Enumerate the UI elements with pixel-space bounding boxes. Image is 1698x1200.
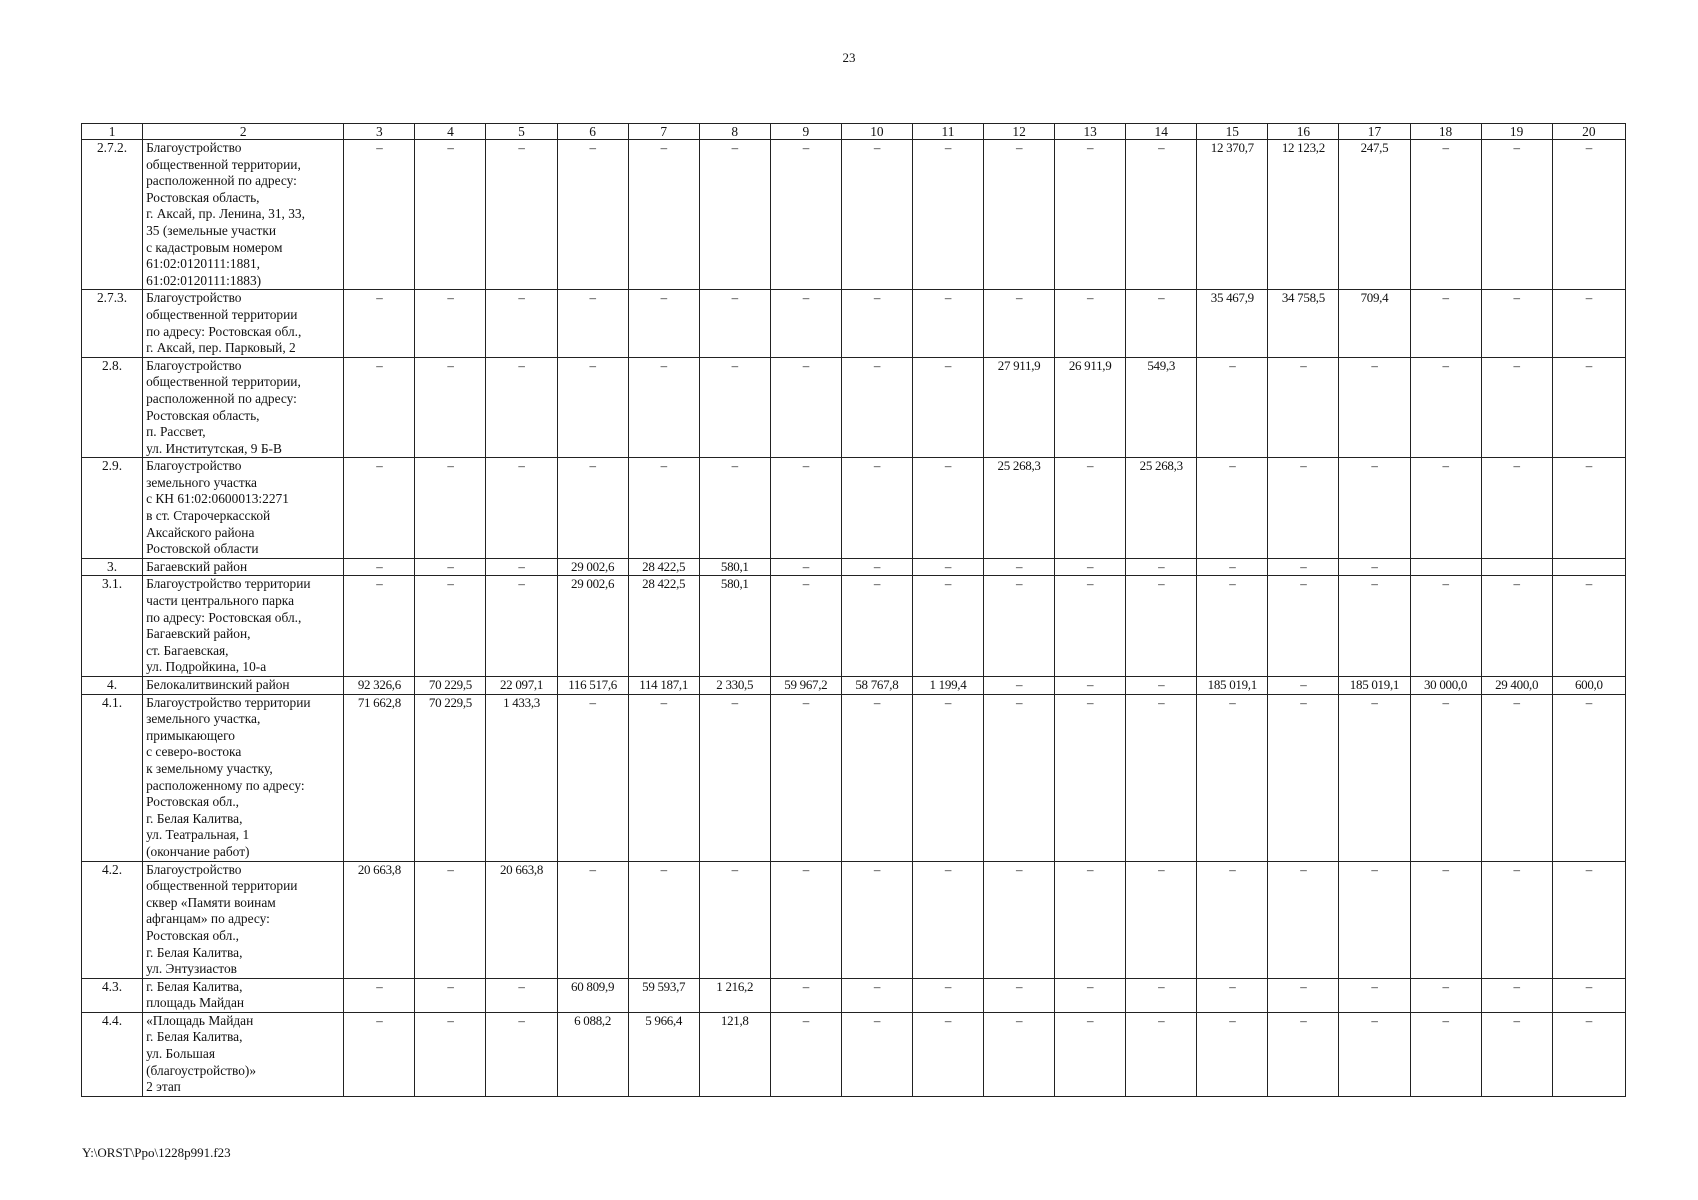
value-cell-col-3: – xyxy=(344,1012,415,1096)
value-cell-col-18 xyxy=(1410,558,1481,576)
value-cell-col-18: – xyxy=(1410,290,1481,357)
value-cell-col-4: – xyxy=(415,140,486,290)
value-cell-col-19 xyxy=(1481,558,1552,576)
row-description: г. Белая Калитва, площадь Майдан xyxy=(143,978,344,1012)
value-cell-col-20: – xyxy=(1552,978,1625,1012)
value-cell-col-5: 20 663,8 xyxy=(486,861,557,978)
column-header-12: 12 xyxy=(984,124,1055,140)
column-header-19: 19 xyxy=(1481,124,1552,140)
value-cell-col-6: 29 002,6 xyxy=(557,558,628,576)
value-cell-col-5: – xyxy=(486,458,557,559)
value-cell-col-8: 1 216,2 xyxy=(699,978,770,1012)
value-cell-col-12: 25 268,3 xyxy=(984,458,1055,559)
page-number: 23 xyxy=(842,50,856,65)
value-cell-col-17: – xyxy=(1339,558,1410,576)
value-cell-col-14: – xyxy=(1126,978,1197,1012)
table-row xyxy=(82,357,1626,458)
value-cell-col-14: 25 268,3 xyxy=(1126,458,1197,559)
value-cell-col-10: – xyxy=(841,140,912,290)
value-cell-col-3: 71 662,8 xyxy=(344,694,415,861)
value-cell-col-11: – xyxy=(912,558,983,576)
row-number: 4.4. xyxy=(82,1012,143,1096)
value-cell-col-13: 26 911,9 xyxy=(1055,357,1126,458)
value-cell-col-5: – xyxy=(486,140,557,290)
column-header-2: 2 xyxy=(143,124,344,140)
table-row xyxy=(82,861,1626,978)
value-cell-col-12: – xyxy=(984,861,1055,978)
value-cell-col-3: – xyxy=(344,978,415,1012)
value-cell-col-16: – xyxy=(1268,861,1339,978)
value-cell-col-16: 34 758,5 xyxy=(1268,290,1339,357)
value-cell-col-3: – xyxy=(344,458,415,559)
value-cell-col-6: – xyxy=(557,694,628,861)
value-cell-col-9: – xyxy=(770,978,841,1012)
value-cell-col-4: – xyxy=(415,357,486,458)
column-header-9: 9 xyxy=(770,124,841,140)
column-header-8: 8 xyxy=(699,124,770,140)
budget-table xyxy=(81,123,1626,1097)
value-cell-col-9: – xyxy=(770,290,841,357)
value-cell-col-15: – xyxy=(1197,357,1268,458)
value-cell-col-4: – xyxy=(415,458,486,559)
table-row xyxy=(82,1012,1626,1096)
row-number: 2.9. xyxy=(82,458,143,559)
value-cell-col-5: – xyxy=(486,357,557,458)
value-cell-col-11: 1 199,4 xyxy=(912,677,983,695)
value-cell-col-10: – xyxy=(841,558,912,576)
value-cell-col-8: – xyxy=(699,290,770,357)
value-cell-col-8: 580,1 xyxy=(699,576,770,677)
value-cell-col-18: – xyxy=(1410,978,1481,1012)
row-number: 2.8. xyxy=(82,357,143,458)
value-cell-col-16: – xyxy=(1268,978,1339,1012)
value-cell-col-13: – xyxy=(1055,694,1126,861)
value-cell-col-18: – xyxy=(1410,576,1481,677)
value-cell-col-13: – xyxy=(1055,290,1126,357)
row-description: Благоустройство общественной территории, расположенной по адресу: Ростовская область, г. Аксай, пр. Ленина, 31, 33, 35 (земельные участки с кадастровым номером 61:02:0120111:1881, 61:02:0120111:1883) xyxy=(143,140,344,290)
value-cell-col-19: 29 400,0 xyxy=(1481,677,1552,695)
row-description: Багаевский район xyxy=(143,558,344,576)
row-number: 4.1. xyxy=(82,694,143,861)
value-cell-col-12: – xyxy=(984,677,1055,695)
row-number: 2.7.2. xyxy=(82,140,143,290)
value-cell-col-19: – xyxy=(1481,1012,1552,1096)
value-cell-col-7: 5 966,4 xyxy=(628,1012,699,1096)
district-total-row xyxy=(82,558,1626,576)
value-cell-col-9: 59 967,2 xyxy=(770,677,841,695)
value-cell-col-19: – xyxy=(1481,290,1552,357)
row-number: 4. xyxy=(82,677,143,695)
value-cell-col-13: – xyxy=(1055,458,1126,559)
column-header-3: 3 xyxy=(344,124,415,140)
value-cell-col-14: – xyxy=(1126,677,1197,695)
row-description: Благоустройство общественной территории по адресу: Ростовская обл., г. Аксай, пер. Парковый, 2 xyxy=(143,290,344,357)
row-number: 2.7.3. xyxy=(82,290,143,357)
value-cell-col-3: – xyxy=(344,357,415,458)
value-cell-col-16: – xyxy=(1268,558,1339,576)
column-header-7: 7 xyxy=(628,124,699,140)
value-cell-col-4: – xyxy=(415,290,486,357)
value-cell-col-19: – xyxy=(1481,576,1552,677)
column-number-row xyxy=(82,124,1626,140)
value-cell-col-7: 28 422,5 xyxy=(628,576,699,677)
value-cell-col-8: 121,8 xyxy=(699,1012,770,1096)
value-cell-col-13: – xyxy=(1055,576,1126,677)
value-cell-col-13: – xyxy=(1055,861,1126,978)
value-cell-col-14: 549,3 xyxy=(1126,357,1197,458)
value-cell-col-6: – xyxy=(557,290,628,357)
value-cell-col-10: – xyxy=(841,694,912,861)
value-cell-col-18: – xyxy=(1410,1012,1481,1096)
value-cell-col-9: – xyxy=(770,1012,841,1096)
row-description: Белокалитвинский район xyxy=(143,677,344,695)
value-cell-col-11: – xyxy=(912,978,983,1012)
value-cell-col-20: – xyxy=(1552,458,1625,559)
value-cell-col-12: 27 911,9 xyxy=(984,357,1055,458)
table-row xyxy=(82,458,1626,559)
value-cell-col-17: – xyxy=(1339,357,1410,458)
value-cell-col-12: – xyxy=(984,558,1055,576)
value-cell-col-8: – xyxy=(699,357,770,458)
table-row xyxy=(82,576,1626,677)
value-cell-col-3: 92 326,6 xyxy=(344,677,415,695)
value-cell-col-15: – xyxy=(1197,558,1268,576)
value-cell-col-15: 12 370,7 xyxy=(1197,140,1268,290)
row-description: Благоустройство территории части центрального парка по адресу: Ростовская обл., Багаевский район, ст. Багаевская, ул. Подройкина, 10-а xyxy=(143,576,344,677)
value-cell-col-10: 58 767,8 xyxy=(841,677,912,695)
value-cell-col-18: – xyxy=(1410,458,1481,559)
value-cell-col-20: – xyxy=(1552,694,1625,861)
value-cell-col-9: – xyxy=(770,357,841,458)
value-cell-col-17: 185 019,1 xyxy=(1339,677,1410,695)
column-header-16: 16 xyxy=(1268,124,1339,140)
row-number: 4.2. xyxy=(82,861,143,978)
row-description: Благоустройство общественной территории сквер «Памяти воинам афганцам» по адресу: Ростовская обл., г. Белая Калитва, ул. Энтузиастов xyxy=(143,861,344,978)
value-cell-col-20: – xyxy=(1552,290,1625,357)
value-cell-col-13: – xyxy=(1055,140,1126,290)
row-description: Благоустройство общественной территории, расположенной по адресу: Ростовская область, п. Рассвет, ул. Институтская, 9 Б-В xyxy=(143,357,344,458)
value-cell-col-11: – xyxy=(912,290,983,357)
value-cell-col-3: – xyxy=(344,290,415,357)
value-cell-col-6: – xyxy=(557,140,628,290)
value-cell-col-18: – xyxy=(1410,861,1481,978)
column-header-15: 15 xyxy=(1197,124,1268,140)
table-row xyxy=(82,978,1626,1012)
column-header-6: 6 xyxy=(557,124,628,140)
value-cell-col-15: 185 019,1 xyxy=(1197,677,1268,695)
value-cell-col-8: – xyxy=(699,458,770,559)
value-cell-col-5: 1 433,3 xyxy=(486,694,557,861)
value-cell-col-15: – xyxy=(1197,694,1268,861)
value-cell-col-5: – xyxy=(486,576,557,677)
value-cell-col-13: – xyxy=(1055,1012,1126,1096)
value-cell-col-11: – xyxy=(912,1012,983,1096)
row-number: 3. xyxy=(82,558,143,576)
value-cell-col-14: – xyxy=(1126,140,1197,290)
row-number: 4.3. xyxy=(82,978,143,1012)
value-cell-col-15: – xyxy=(1197,576,1268,677)
value-cell-col-20: – xyxy=(1552,140,1625,290)
value-cell-col-10: – xyxy=(841,1012,912,1096)
value-cell-col-15: 35 467,9 xyxy=(1197,290,1268,357)
value-cell-col-6: 29 002,6 xyxy=(557,576,628,677)
value-cell-col-6: 116 517,6 xyxy=(557,677,628,695)
value-cell-col-10: – xyxy=(841,576,912,677)
value-cell-col-15: – xyxy=(1197,1012,1268,1096)
value-cell-col-9: – xyxy=(770,861,841,978)
value-cell-col-14: – xyxy=(1126,861,1197,978)
value-cell-col-4: – xyxy=(415,576,486,677)
table-row xyxy=(82,694,1626,861)
value-cell-col-20 xyxy=(1552,558,1625,576)
value-cell-col-12: – xyxy=(984,694,1055,861)
value-cell-col-4: – xyxy=(415,1012,486,1096)
value-cell-col-7: – xyxy=(628,458,699,559)
value-cell-col-3: 20 663,8 xyxy=(344,861,415,978)
value-cell-col-7: – xyxy=(628,357,699,458)
column-header-10: 10 xyxy=(841,124,912,140)
value-cell-col-4: – xyxy=(415,861,486,978)
value-cell-col-6: – xyxy=(557,357,628,458)
value-cell-col-6: – xyxy=(557,458,628,559)
value-cell-col-11: – xyxy=(912,140,983,290)
value-cell-col-9: – xyxy=(770,576,841,677)
value-cell-col-18: – xyxy=(1410,357,1481,458)
value-cell-col-17: – xyxy=(1339,576,1410,677)
value-cell-col-4: – xyxy=(415,978,486,1012)
column-header-14: 14 xyxy=(1126,124,1197,140)
value-cell-col-5: 22 097,1 xyxy=(486,677,557,695)
value-cell-col-7: 114 187,1 xyxy=(628,677,699,695)
value-cell-col-17: 709,4 xyxy=(1339,290,1410,357)
value-cell-col-20: – xyxy=(1552,1012,1625,1096)
row-description: «Площадь Майдан г. Белая Калитва, ул. Большая (благоустройство)» 2 этап xyxy=(143,1012,344,1096)
value-cell-col-17: – xyxy=(1339,861,1410,978)
value-cell-col-19: – xyxy=(1481,978,1552,1012)
value-cell-col-17: – xyxy=(1339,1012,1410,1096)
column-header-4: 4 xyxy=(415,124,486,140)
value-cell-col-20: – xyxy=(1552,576,1625,677)
table-row xyxy=(82,140,1626,290)
value-cell-col-14: – xyxy=(1126,576,1197,677)
value-cell-col-5: – xyxy=(486,1012,557,1096)
row-description: Благоустройство территории земельного участка, примыкающего с северо-востока к земельному участку, расположенному по адресу: Ростовская обл., г. Белая Калитва, ул. Театральная, 1 (окончание работ) xyxy=(143,694,344,861)
value-cell-col-12: – xyxy=(984,140,1055,290)
column-header-11: 11 xyxy=(912,124,983,140)
row-description: Благоустройство земельного участка с КН 61:02:0600013:2271 в ст. Старочеркасской Аксайского района Ростовской области xyxy=(143,458,344,559)
value-cell-col-6: 60 809,9 xyxy=(557,978,628,1012)
value-cell-col-19: – xyxy=(1481,357,1552,458)
column-header-18: 18 xyxy=(1410,124,1481,140)
value-cell-col-3: – xyxy=(344,140,415,290)
value-cell-col-3: – xyxy=(344,558,415,576)
row-number: 3.1. xyxy=(82,576,143,677)
value-cell-col-5: – xyxy=(486,558,557,576)
value-cell-col-16: – xyxy=(1268,677,1339,695)
value-cell-col-4: – xyxy=(415,558,486,576)
value-cell-col-9: – xyxy=(770,140,841,290)
value-cell-col-4: 70 229,5 xyxy=(415,694,486,861)
value-cell-col-20: 600,0 xyxy=(1552,677,1625,695)
value-cell-col-7: – xyxy=(628,694,699,861)
value-cell-col-10: – xyxy=(841,357,912,458)
value-cell-col-5: – xyxy=(486,290,557,357)
value-cell-col-12: – xyxy=(984,290,1055,357)
value-cell-col-11: – xyxy=(912,357,983,458)
value-cell-col-18: – xyxy=(1410,694,1481,861)
value-cell-col-8: – xyxy=(699,140,770,290)
table-row xyxy=(82,290,1626,357)
table-body xyxy=(82,140,1626,1097)
value-cell-col-19: – xyxy=(1481,861,1552,978)
value-cell-col-17: – xyxy=(1339,458,1410,559)
value-cell-col-12: – xyxy=(984,1012,1055,1096)
value-cell-col-10: – xyxy=(841,861,912,978)
value-cell-col-17: – xyxy=(1339,978,1410,1012)
value-cell-col-14: – xyxy=(1126,1012,1197,1096)
column-header-17: 17 xyxy=(1339,124,1410,140)
value-cell-col-8: – xyxy=(699,861,770,978)
value-cell-col-16: – xyxy=(1268,1012,1339,1096)
value-cell-col-16: – xyxy=(1268,458,1339,559)
column-header-1: 1 xyxy=(82,124,143,140)
value-cell-col-18: – xyxy=(1410,140,1481,290)
value-cell-col-20: – xyxy=(1552,861,1625,978)
value-cell-col-11: – xyxy=(912,576,983,677)
value-cell-col-6: – xyxy=(557,861,628,978)
value-cell-col-11: – xyxy=(912,861,983,978)
value-cell-col-7: 28 422,5 xyxy=(628,558,699,576)
value-cell-col-7: 59 593,7 xyxy=(628,978,699,1012)
value-cell-col-17: – xyxy=(1339,694,1410,861)
value-cell-col-10: – xyxy=(841,290,912,357)
value-cell-col-10: – xyxy=(841,458,912,559)
district-total-row xyxy=(82,677,1626,695)
value-cell-col-20: – xyxy=(1552,357,1625,458)
value-cell-col-19: – xyxy=(1481,694,1552,861)
value-cell-col-16: – xyxy=(1268,357,1339,458)
value-cell-col-12: – xyxy=(984,978,1055,1012)
value-cell-col-8: – xyxy=(699,694,770,861)
footer-file-path: Y:\ORST\Ppo\1228p991.f23 xyxy=(82,1145,231,1160)
value-cell-col-11: – xyxy=(912,458,983,559)
value-cell-col-17: 247,5 xyxy=(1339,140,1410,290)
value-cell-col-16: – xyxy=(1268,694,1339,861)
value-cell-col-18: 30 000,0 xyxy=(1410,677,1481,695)
value-cell-col-14: – xyxy=(1126,558,1197,576)
value-cell-col-15: – xyxy=(1197,458,1268,559)
value-cell-col-14: – xyxy=(1126,694,1197,861)
value-cell-col-19: – xyxy=(1481,140,1552,290)
value-cell-col-11: – xyxy=(912,694,983,861)
value-cell-col-16: 12 123,2 xyxy=(1268,140,1339,290)
value-cell-col-19: – xyxy=(1481,458,1552,559)
column-header-13: 13 xyxy=(1055,124,1126,140)
value-cell-col-15: – xyxy=(1197,978,1268,1012)
value-cell-col-4: 70 229,5 xyxy=(415,677,486,695)
value-cell-col-16: – xyxy=(1268,576,1339,677)
value-cell-col-3: – xyxy=(344,576,415,677)
value-cell-col-7: – xyxy=(628,140,699,290)
value-cell-col-13: – xyxy=(1055,978,1126,1012)
value-cell-col-7: – xyxy=(628,861,699,978)
value-cell-col-7: – xyxy=(628,290,699,357)
value-cell-col-5: – xyxy=(486,978,557,1012)
value-cell-col-12: – xyxy=(984,576,1055,677)
value-cell-col-9: – xyxy=(770,558,841,576)
value-cell-col-15: – xyxy=(1197,861,1268,978)
value-cell-col-8: 580,1 xyxy=(699,558,770,576)
value-cell-col-10: – xyxy=(841,978,912,1012)
value-cell-col-9: – xyxy=(770,694,841,861)
value-cell-col-14: – xyxy=(1126,290,1197,357)
column-header-20: 20 xyxy=(1552,124,1625,140)
value-cell-col-9: – xyxy=(770,458,841,559)
value-cell-col-8: 2 330,5 xyxy=(699,677,770,695)
value-cell-col-6: 6 088,2 xyxy=(557,1012,628,1096)
value-cell-col-13: – xyxy=(1055,558,1126,576)
column-header-5: 5 xyxy=(486,124,557,140)
value-cell-col-13: – xyxy=(1055,677,1126,695)
